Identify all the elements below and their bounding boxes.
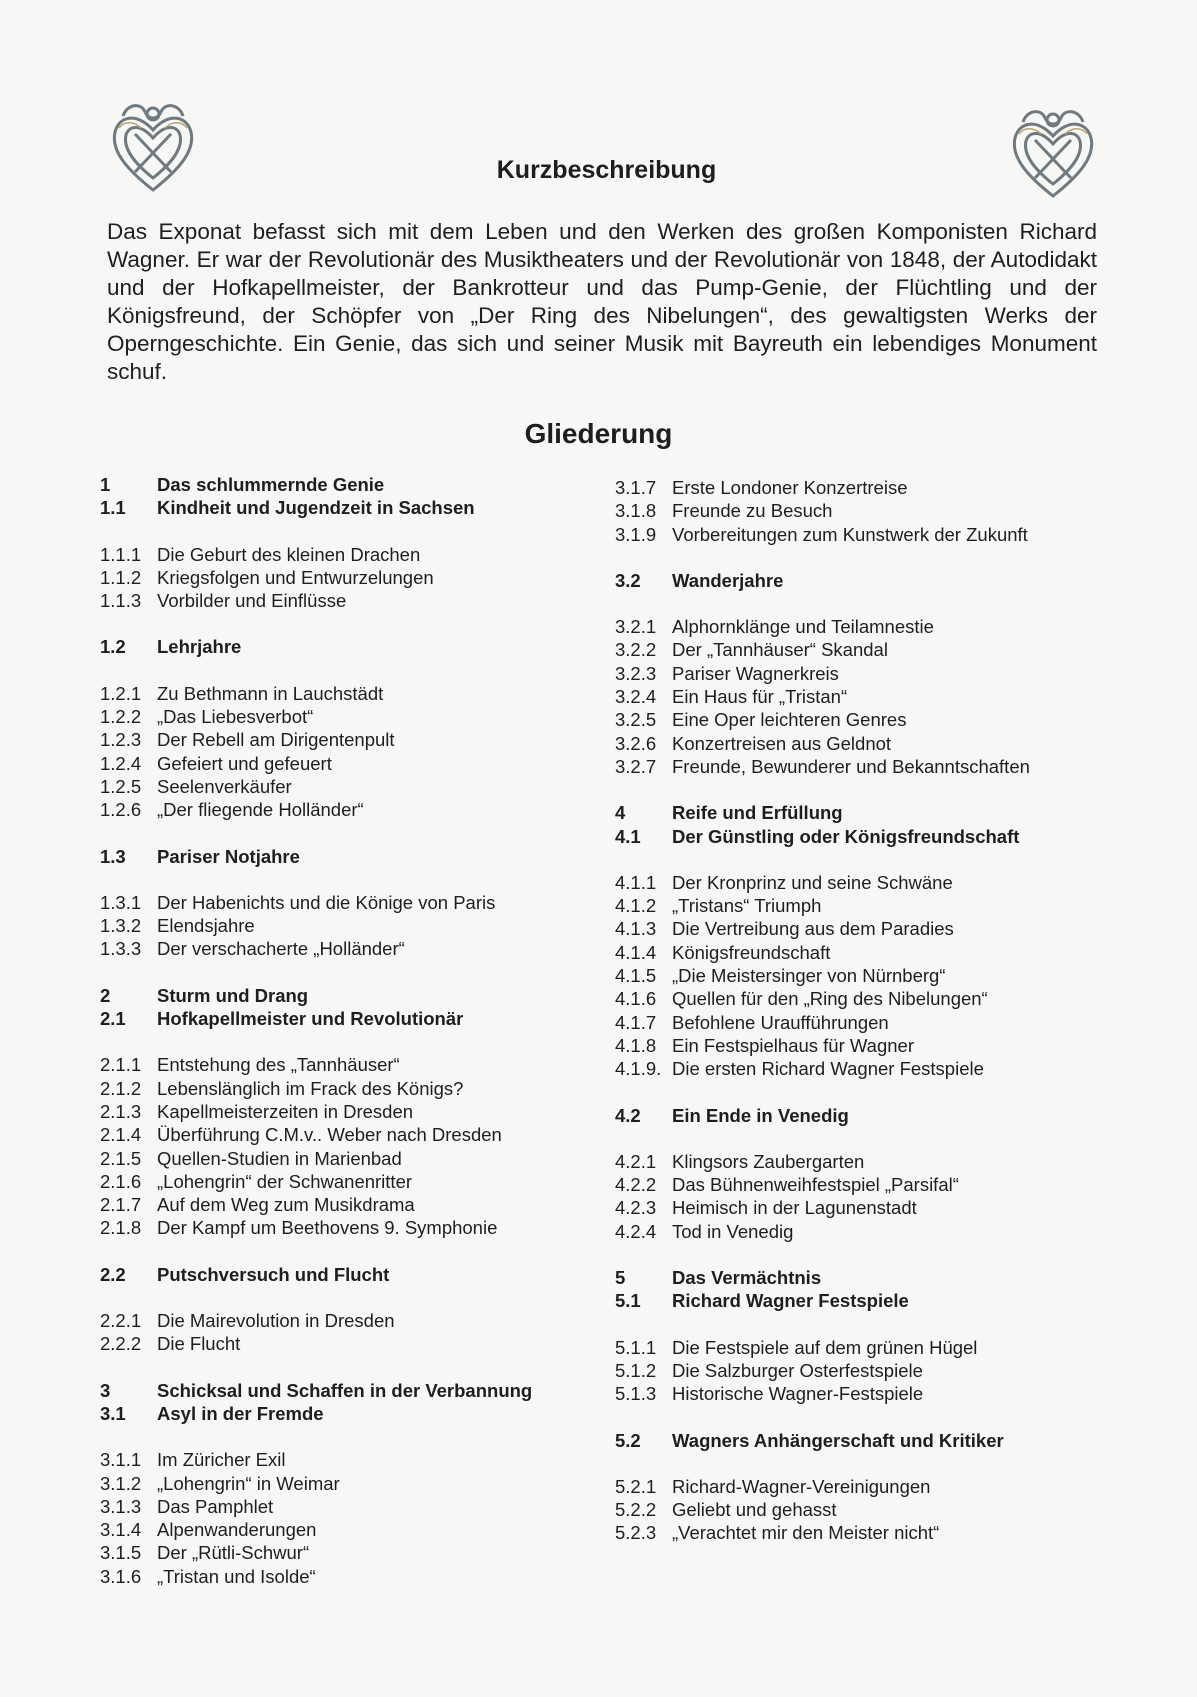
outline-label: Ein Ende in Venedig [672, 1104, 849, 1126]
outline-item [100, 682, 620, 705]
outline-spacer [615, 1406, 1135, 1429]
outline-item [100, 798, 620, 821]
outline-number: 3.2.2 [615, 639, 657, 661]
outline-number: 3.1.8 [615, 500, 657, 522]
outline-label: Die ersten Richard Wagner Festspiele [672, 1058, 984, 1080]
outline-label: Vorbereitungen zum Kunstwerk der Zukunft [672, 523, 1028, 545]
outline-item [100, 589, 620, 612]
outline-number: 4.2.2 [615, 1174, 657, 1196]
outline-number: 3.2.7 [615, 755, 657, 777]
outline-label: „Tristans“ Triumph [672, 895, 822, 917]
outline-label: Das schlummernde Genie [157, 474, 385, 495]
outline-heading [100, 496, 620, 519]
outline-number: 4.1.6 [615, 988, 657, 1010]
outline-number: 3.1.3 [100, 1495, 142, 1517]
outline-item [615, 1475, 1135, 1498]
outline-number: 3.1.6 [100, 1565, 142, 1587]
outline-number: 4.2.4 [615, 1220, 657, 1242]
outline-number: 1.3.2 [100, 915, 142, 937]
outline-number: 3.1.5 [100, 1542, 142, 1564]
outline-number: 3.1.9 [615, 523, 657, 545]
outline-label: „Lohengrin“ in Weimar [157, 1472, 340, 1494]
outline-label: Der verschacherte „Holländer“ [157, 938, 405, 960]
outline-item [615, 917, 1135, 940]
outline-label: Pariser Wagnerkreis [672, 662, 839, 684]
outline-label: „Die Meistersinger von Nürnberg“ [672, 965, 946, 987]
outline-number: 4.2 [615, 1104, 641, 1126]
outline-spacer [615, 1243, 1135, 1266]
outline-heading [615, 569, 1135, 592]
outline-number: 2.1.5 [100, 1147, 142, 1169]
outline-number: 3.1 [100, 1402, 126, 1424]
outline-item [100, 1216, 620, 1239]
outline-item [100, 1565, 620, 1588]
outline-heading [100, 845, 620, 868]
outline-number: 2.1.7 [100, 1194, 142, 1216]
outline-item [615, 1034, 1135, 1057]
outline-item [615, 523, 1135, 546]
outline-number: 3.2.6 [615, 732, 657, 754]
outline-heading [100, 1402, 620, 1425]
outline-number: 1.1.3 [100, 590, 142, 612]
outline-label: Reife und Erfüllung [672, 802, 843, 824]
outline-item [615, 1011, 1135, 1034]
outline-number: 2 [100, 984, 111, 1006]
outline-heading [100, 984, 620, 1007]
outline-number: 3.2.5 [615, 709, 657, 731]
outline-number: 2.2.2 [100, 1333, 142, 1355]
outline-label: Die Salzburger Osterfestspiele [672, 1359, 923, 1381]
outline-number: 3.1.1 [100, 1449, 142, 1471]
outline-label: Der „Tannhäuser“ Skandal [672, 639, 888, 661]
outline-item [100, 1053, 620, 1076]
outline-label: Kapellmeisterzeiten in Dresden [157, 1100, 414, 1122]
outline-label: Der Rebell am Dirigentenpult [157, 729, 395, 751]
outline-number: 4.2.3 [615, 1197, 657, 1219]
outline-item [615, 1359, 1135, 1382]
outline-heading [100, 473, 620, 496]
outline-number: 1.1.2 [100, 566, 142, 588]
outline-number: 1.2.6 [100, 799, 142, 821]
outline-label: Befohlene Uraufführungen [672, 1011, 889, 1033]
outline-spacer [615, 1127, 1135, 1150]
outline-item [615, 662, 1135, 685]
outline-label: Richard Wagner Festspiele [672, 1290, 909, 1312]
outline-number: 2.1.2 [100, 1077, 142, 1099]
outline-label: Elendsjahre [157, 915, 255, 937]
outline-label: Im Züricher Exil [157, 1449, 286, 1471]
outline-item [100, 1332, 620, 1355]
outline-label: Geliebt und gehasst [672, 1499, 837, 1521]
outline-number: 5.2.1 [615, 1475, 657, 1497]
outline-item [100, 1309, 620, 1332]
outline-number: 3.2 [615, 569, 641, 591]
outline-number: 1.1 [100, 497, 126, 519]
outline-label: Die Vertreibung aus dem Paradies [672, 918, 954, 940]
outline-label: Alpenwanderungen [157, 1519, 317, 1541]
outline-item [100, 566, 620, 589]
outline-label: Der Günstling oder Königsfreundschaft [672, 825, 1020, 847]
outline-number: 2.2.1 [100, 1310, 142, 1332]
outline-label: Ein Festspielhaus für Wagner [672, 1034, 914, 1056]
outline-item [100, 914, 620, 937]
outline-number: 5.1.1 [615, 1336, 657, 1358]
outline-label: Der „Rütli-Schwur“ [157, 1542, 310, 1564]
outline-spacer [100, 1286, 620, 1309]
outline-number: 2.1.1 [100, 1054, 142, 1076]
outline-spacer [100, 612, 620, 635]
outline-label: Historische Wagner-Festspiele [672, 1383, 924, 1405]
outline-item [615, 638, 1135, 661]
outline-item [615, 1382, 1135, 1405]
outline-number: 1 [100, 474, 111, 495]
outline-label: Quellen-Studien in Marienbad [157, 1147, 402, 1169]
outline-label: Asyl in der Fremde [157, 1402, 324, 1424]
outline-title: Gliederung [524, 418, 673, 449]
outline-label: Überführung C.M.v.. Weber nach Dresden [157, 1124, 502, 1146]
outline-item [100, 891, 620, 914]
outline-label: Freunde, Bewunderer und Bekanntschaften [672, 755, 1030, 777]
outline-item [100, 1495, 620, 1518]
outline-number: 5.1.3 [615, 1383, 657, 1405]
outline-label: Quellen für den „Ring des Nibelungen“ [672, 988, 988, 1010]
intro-paragraph: Das Exponat befasst sich mit dem Leben und den Werken des großen Komponisten Richard Wagner. Er war der Revolutionär des Musiktheaters und der Revolutionär von 1848, der Autodidakt und der Hofkapellmeister, der Bankrotteur und das Pump-Genie, der Flüchtling und der Königsfreund, der Schöpfer von „Der Ring des Nibelungen“, des gewaltigsten Werks der Operngeschichte. Ein Genie, das sich und seiner Musik mit Bayreuth ein lebendiges Monument schuf. [107, 219, 1097, 384]
outline-number: 4.1.1 [615, 871, 657, 893]
outline-spacer [615, 1313, 1135, 1336]
outline-item [100, 1448, 620, 1471]
outline-item [100, 728, 620, 751]
outline-item [615, 685, 1135, 708]
outline-number: 5.2.3 [615, 1522, 657, 1544]
outline-label: Der Kampf um Beethovens 9. Symphonie [157, 1217, 498, 1239]
outline-label: Heimisch in der Lagunenstadt [672, 1197, 917, 1219]
outline-heading [615, 1266, 1135, 1289]
outline-item [100, 1123, 620, 1146]
outline-number: 5.2 [615, 1429, 641, 1451]
outline-number: 2.1.3 [100, 1100, 142, 1122]
outline-item [615, 615, 1135, 638]
outline-heading [615, 1429, 1135, 1452]
outline-number: 1.2.5 [100, 775, 142, 797]
page-title: Kurzbeschreibung [496, 156, 717, 184]
outline-item [615, 871, 1135, 894]
outline-label: Alphornklänge und Teilamnestie [672, 616, 934, 638]
outline-number: 4.2.1 [615, 1150, 657, 1172]
outline-label: Auf dem Weg zum Musikdrama [157, 1194, 415, 1216]
outline-heading [100, 1379, 620, 1402]
outline-item [615, 755, 1135, 778]
outline-label: Die Festspiele auf dem grünen Hügel [672, 1336, 978, 1358]
outline-label: Die Flucht [157, 1333, 241, 1355]
outline-number: 4.1.8 [615, 1034, 657, 1056]
outline-spacer [615, 1081, 1135, 1104]
outline-label: Lehrjahre [157, 636, 242, 658]
outline-label: Wanderjahre [672, 569, 784, 591]
outline-item [615, 476, 1135, 499]
outline-number: 1.2.1 [100, 682, 142, 704]
outline-item [615, 1336, 1135, 1359]
outline-spacer [100, 1030, 620, 1053]
outline-number: 5.1 [615, 1290, 641, 1312]
outline-spacer [615, 1452, 1135, 1475]
outline-item [615, 894, 1135, 917]
outline-number: 3.1.4 [100, 1519, 142, 1541]
outline-label: Kindheit und Jugendzeit in Sachsen [157, 497, 475, 519]
outline-item [615, 732, 1135, 755]
outline-spacer [100, 659, 620, 682]
outline-label: Wagners Anhängerschaft und Kritiker [672, 1429, 1004, 1451]
outline-label: „Der fliegende Holländer“ [157, 799, 364, 821]
outline-number: 1.2.4 [100, 752, 142, 774]
outline-label: „Das Liebesverbot“ [157, 706, 314, 728]
outline-item [100, 543, 620, 566]
outline-label: „Lohengrin“ der Schwanenritter [157, 1170, 413, 1192]
outline-number: 1.3.1 [100, 891, 142, 913]
outline-number: 4.1.3 [615, 918, 657, 940]
outline-item [615, 1173, 1135, 1196]
outline-label: „Verachtet mir den Meister nicht“ [672, 1522, 940, 1544]
outline-label: Entstehung des „Tannhäuser“ [157, 1054, 400, 1076]
outline-left-column [100, 473, 620, 1588]
outline-item [100, 1518, 620, 1541]
outline-item [615, 964, 1135, 987]
outline-label: Eine Oper leichteren Genres [672, 709, 907, 731]
outline-item [100, 1193, 620, 1216]
outline-label: Die Geburt des kleinen Drachen [157, 543, 421, 565]
outline-spacer [100, 1425, 620, 1448]
outline-number: 3.2.1 [615, 616, 657, 638]
outline-label: Gefeiert und gefeuert [157, 752, 332, 774]
outline-number: 4 [615, 802, 626, 824]
outline-item [100, 1077, 620, 1100]
celtic-knot-heart-icon [1005, 104, 1101, 204]
outline-label: Sturm und Drang [157, 984, 309, 1006]
outline-number: 4.1.5 [615, 965, 657, 987]
outline-number: 2.1.6 [100, 1170, 142, 1192]
outline-spacer [615, 592, 1135, 615]
outline-number: 2.1 [100, 1008, 126, 1030]
outline-label: Richard-Wagner-Vereinigungen [672, 1475, 931, 1497]
outline-spacer [100, 1356, 620, 1379]
outline-spacer [615, 848, 1135, 871]
outline-label: Pariser Notjahre [157, 845, 300, 867]
outline-item [615, 1150, 1135, 1173]
outline-label: Die Mairevolution in Dresden [157, 1310, 395, 1332]
outline-number: 3.2.4 [615, 686, 657, 708]
outline-item [615, 941, 1135, 964]
outline-number: 3.2.3 [615, 662, 657, 684]
outline-right-column [615, 476, 1135, 1545]
outline-item [100, 775, 620, 798]
outline-item [100, 1541, 620, 1564]
outline-item [615, 1196, 1135, 1219]
outline-label: Tod in Venedig [672, 1220, 794, 1242]
outline-label: Das Pamphlet [157, 1495, 274, 1517]
outline-item [100, 752, 620, 775]
outline-label: Erste Londoner Konzertreise [672, 477, 908, 498]
outline-number: 5 [615, 1267, 626, 1289]
outline-number: 1.3.3 [100, 938, 142, 960]
outline-number: 5.2.2 [615, 1499, 657, 1521]
outline-item [100, 1147, 620, 1170]
outline-item [100, 1100, 620, 1123]
outline-item [100, 1472, 620, 1495]
outline-item [615, 1498, 1135, 1521]
outline-number: 4.1.7 [615, 1011, 657, 1033]
outline-label: Hofkapellmeister und Revolutionär [157, 1008, 464, 1030]
outline-label: Der Kronprinz und seine Schwäne [672, 871, 953, 893]
outline-number: 2.1.4 [100, 1124, 142, 1146]
outline-item [615, 499, 1135, 522]
outline-number: 4.1.9. [615, 1058, 662, 1080]
outline-heading [615, 1104, 1135, 1127]
outline-number: 3.1.7 [615, 477, 657, 498]
outline-item [615, 1220, 1135, 1243]
outline-number: 2.2 [100, 1263, 126, 1285]
outline-spacer [100, 822, 620, 845]
outline-number: 4.1.4 [615, 941, 657, 963]
outline-item [615, 1521, 1135, 1544]
outline-heading [100, 635, 620, 658]
outline-number: 1.3 [100, 845, 126, 867]
outline-label: Königsfreundschaft [672, 941, 831, 963]
outline-number: 2.1.8 [100, 1217, 142, 1239]
outline-spacer [100, 961, 620, 984]
outline-item [100, 937, 620, 960]
outline-heading [615, 825, 1135, 848]
outline-label: „Tristan und Isolde“ [157, 1565, 316, 1587]
outline-label: Zu Bethmann in Lauchstädt [157, 682, 384, 704]
outline-number: 3.1.2 [100, 1472, 142, 1494]
outline-number: 1.2.2 [100, 706, 142, 728]
outline-spacer [615, 546, 1135, 569]
outline-label: Seelenverkäufer [157, 775, 292, 797]
outline-heading [100, 1007, 620, 1030]
outline-number: 4.1 [615, 825, 641, 847]
outline-item [615, 987, 1135, 1010]
outline-label: Putschversuch und Flucht [157, 1263, 390, 1285]
outline-item [615, 1057, 1135, 1080]
outline-item [100, 705, 620, 728]
outline-heading [615, 1289, 1135, 1312]
outline-item [100, 1170, 620, 1193]
outline-spacer [100, 1240, 620, 1263]
outline-number: 1.2.3 [100, 729, 142, 751]
outline-spacer [615, 778, 1135, 801]
outline-label: Das Vermächtnis [672, 1267, 822, 1289]
outline-number: 4.1.2 [615, 895, 657, 917]
outline-number: 1.2 [100, 636, 126, 658]
outline-heading [100, 1263, 620, 1286]
outline-label: Vorbilder und Einflüsse [157, 590, 347, 612]
outline-item [615, 708, 1135, 731]
outline-label: Das Bühnenweihfestspiel „Parsifal“ [672, 1174, 959, 1196]
outline-heading [615, 801, 1135, 824]
outline-number: 1.1.1 [100, 543, 142, 565]
outline-label: Der Habenichts und die Könige von Paris [157, 891, 496, 913]
outline-label: Kriegsfolgen und Entwurzelungen [157, 566, 434, 588]
outline-number: 5.1.2 [615, 1359, 657, 1381]
outline-label: Schicksal und Schaffen in der Verbannung [157, 1379, 533, 1401]
outline-label: Ein Haus für „Tristan“ [672, 686, 848, 708]
outline-label: Konzertreisen aus Geldnot [672, 732, 892, 754]
outline-number: 3 [100, 1379, 111, 1401]
outline-spacer [100, 520, 620, 543]
outline-label: Lebenslänglich im Frack des Königs? [157, 1077, 464, 1099]
outline-label: Freunde zu Besuch [672, 500, 833, 522]
outline-spacer [100, 868, 620, 891]
outline-label: Klingsors Zaubergarten [672, 1150, 865, 1172]
